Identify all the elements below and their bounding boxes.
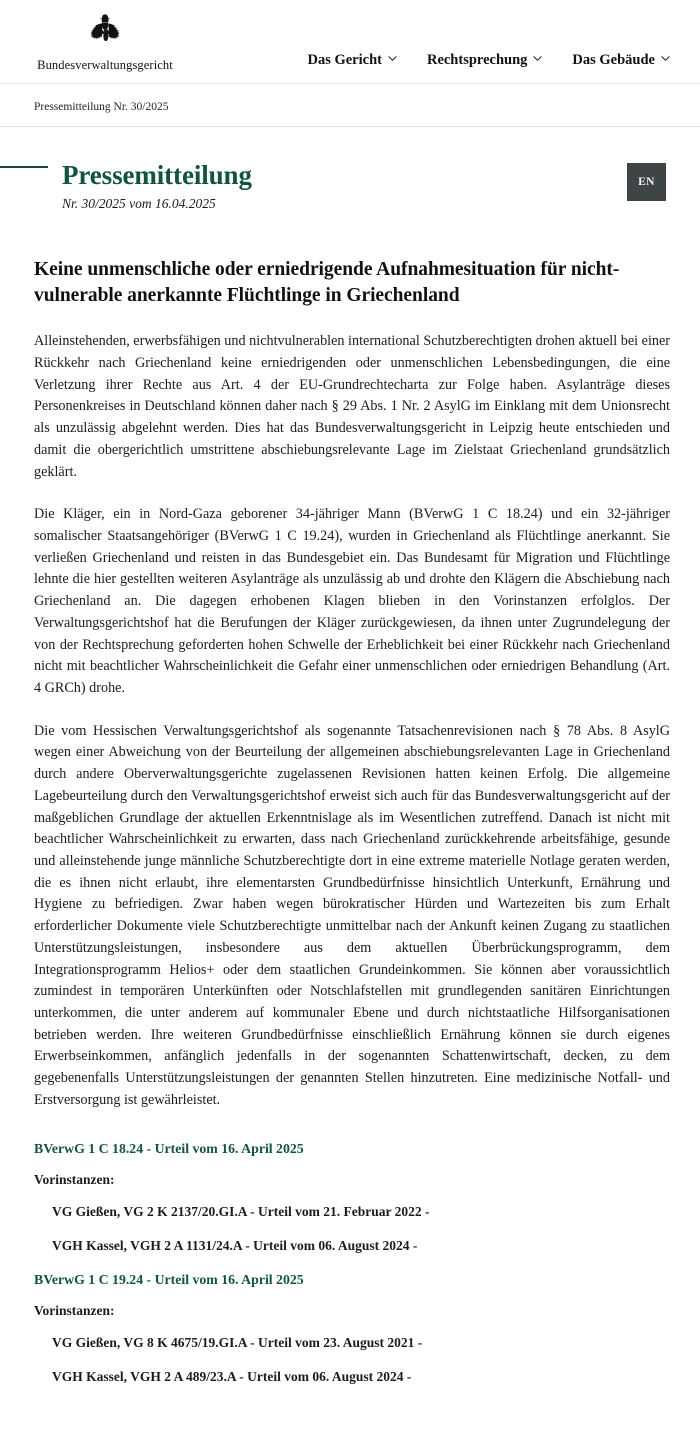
chevron-down-icon <box>661 54 670 63</box>
page-title: Pressemitteilung <box>62 160 252 190</box>
nav-item-das-gebaeude[interactable] <box>572 52 670 69</box>
case-reference-link[interactable]: BVerwG 1 C 18.24 - Urteil vom 16. April 2025 <box>34 1140 304 1156</box>
chevron-down-icon <box>533 54 542 63</box>
language-toggle-button[interactable]: EN <box>627 163 666 201</box>
chevron-down-icon <box>388 54 397 63</box>
article-paragraph: Alleinstehenden, erwerbsfähigen und nichtvulnerablen international Schutzberechtigten drohen aktuell bei einer Rückkehr nach Griechenland keine erniedrigenden oder unmenschlichen Lebensbedingungen, die eine Verletzung ihrer Rechte aus Art. 4 der EU-Grundrechtecharta zur Folge haben. Asylanträge dieses Personenkreises in Deutschland können daher nach § 29 Abs. 1 Nr. 2 AsylG im Einklang mit dem Unionsrecht als unzulässig abgelehnt werden. Dies hat das Bundesverwaltungsgericht in Leipzig heute entschieden und damit die obergerichtlich umstrittene abschiebungsrelevante Lage im Zielstaat Griechenland grundsätzlich geklärt. <box>34 333 670 480</box>
page-title-block <box>0 127 700 212</box>
breadcrumb: Pressemitteilung Nr. 30/2025 <box>34 101 169 113</box>
breadcrumb-bar <box>0 84 700 127</box>
main-navigation <box>307 52 670 83</box>
federal-eagle-icon <box>82 13 128 57</box>
article-headline: Keine unmenschliche oder erniedrigende Aufnahmesituation für nicht-vulnerable anerkannte Flüchtlinge in Griechenland <box>34 259 620 307</box>
case-block <box>34 1141 670 1254</box>
nav-item-label: Das Gebäude <box>572 52 655 68</box>
site-logo-link[interactable] <box>30 13 180 83</box>
page-subtitle: Nr. 30/2025 vom 16.04.2025 <box>62 196 216 212</box>
prior-instance-item: VGH Kassel, VGH 2 A 1131/24.A - Urteil vom 06. August 2024 - <box>52 1237 418 1253</box>
prior-instances-label: Vorinstanzen: <box>34 1302 115 1318</box>
prior-instance-item: VGH Kassel, VGH 2 A 489/23.A - Urteil vom 06. August 2024 - <box>52 1368 412 1384</box>
nav-item-das-gericht[interactable] <box>307 52 397 69</box>
article-paragraph: Die Kläger, ein in Nord-Gaza geborener 34-jähriger Mann (BVerwG 1 C 18.24) und ein 32-jähriger somalischer Staatsangehöriger (BVerwG 1 C 19.24), wurden in Griechenland als Flüchtlinge anerkannt. Sie verließen Griechenland und reisten in das Bundesgebiet ein. Das Bundesamt für Migration und Flüchtlinge lehnte die hier gestellten weiteren Asylanträge als unzulässig ab und drohte den Klägern die Abschiebung nach Griechenland an. Die dagegen erhobenen Klagen blieben in den Vorinstanzen erfolglos. Der Verwaltungsgerichtshof hat die Berufungen der Kläger zurückgewiesen, da ihnen unter Zugrundelegung der von der Rechtsprechung geforderten hohen Schwelle der Erheblichkeit bei einer Rückkehr nach Griechenland nicht mit beachtlicher Wahrscheinlichkeit die Gefahr einer unmenschlichen oder erniedrigen Behandlung (Art. 4 GRCh) drohe. <box>34 506 670 696</box>
case-block <box>34 1272 670 1385</box>
case-references <box>34 1141 670 1385</box>
site-header <box>0 0 700 84</box>
accent-rule <box>0 166 48 168</box>
press-release-article <box>0 257 700 1442</box>
prior-instance-item: VG Gießen, VG 8 K 4675/19.GI.A - Urteil vom 23. August 2021 - <box>52 1334 423 1350</box>
prior-instance-item: VG Gießen, VG 2 K 2137/20.GI.A - Urteil vom 21. Februar 2022 - <box>52 1203 430 1219</box>
prior-instances-label: Vorinstanzen: <box>34 1171 115 1187</box>
article-paragraph: Die vom Hessischen Verwaltungsgerichtshof als sogenannte Tatsachenrevisionen nach § 78 Abs. 8 AsylG wegen einer Abweichung von der Beurteilung der allgemeinen abschiebungsrelevanten Lage in Griechenland durch andere Oberverwaltungsgerichte zugelassenen Revisionen hatten keinen Erfolg. Die allgemeine Lagebeurteilung durch den Verwaltungsgerichtshof erweist sich auch für das Bundesverwaltungsgericht auf der maßgeblichen Grundlage der aktuellen Erkenntnislage als im Wesentlichen zutreffend. Danach ist nicht mit beachtlicher Wahrscheinlichkeit zu erwarten, dass nach Griechenland zurückkehrende arbeitsfähige, gesunde und alleinstehende junge männliche Schutzberechtigte dort in eine extreme materielle Notlage geraten werden, die es ihnen nicht erlaubt, ihre elementarsten Grundbedürfnisse hinsichtlich Unterkunft, Ernährung und Hygiene zu befriedigen. Zwar haben wegen bürokratischer Hürden und Wartezeiten bis zum Erhalt erforderlicher Dokumente viele Schutzberechtigte unmittelbar nach der Ankunft keinen Zugang zu staatlichen Unterstützungsleistungen, insbesondere aus dem aktuellen Überbrückungsprogramm, dem Integrationsprogramm Helios+ oder dem staatlichen Grundeinkommen. Sie können aber voraussichtlich zumindest in temporären Unterkünften oder Notschlafstellen mit grundlegenden sanitären Einrichtungen unterkommen, die unter anderem auf kommunaler Ebene und durch nichtstaatliche Hilfsorganisationen betrieben werden. Ihre weiteren Grundbedürfnisse einschließlich Ernährung können sie durch eigenes Erwerbseinkommen, anfänglich jedenfalls in der sogenannten Schattenwirtschaft, decken, zu dem gegebenenfalls Unterstützungsleistungen der genannten Stellen hinzutreten. Eine medizinische Notfall- und Erstversorgung ist gewährleistet. <box>34 722 670 1108</box>
case-reference-link[interactable]: BVerwG 1 C 19.24 - Urteil vom 16. April 2025 <box>34 1271 304 1287</box>
nav-item-rechtsprechung[interactable] <box>427 52 542 69</box>
nav-item-label: Rechtsprechung <box>426 52 528 68</box>
nav-item-label: Das Gericht <box>307 52 382 68</box>
site-brand-name: Bundesverwaltungsgericht <box>37 58 173 72</box>
